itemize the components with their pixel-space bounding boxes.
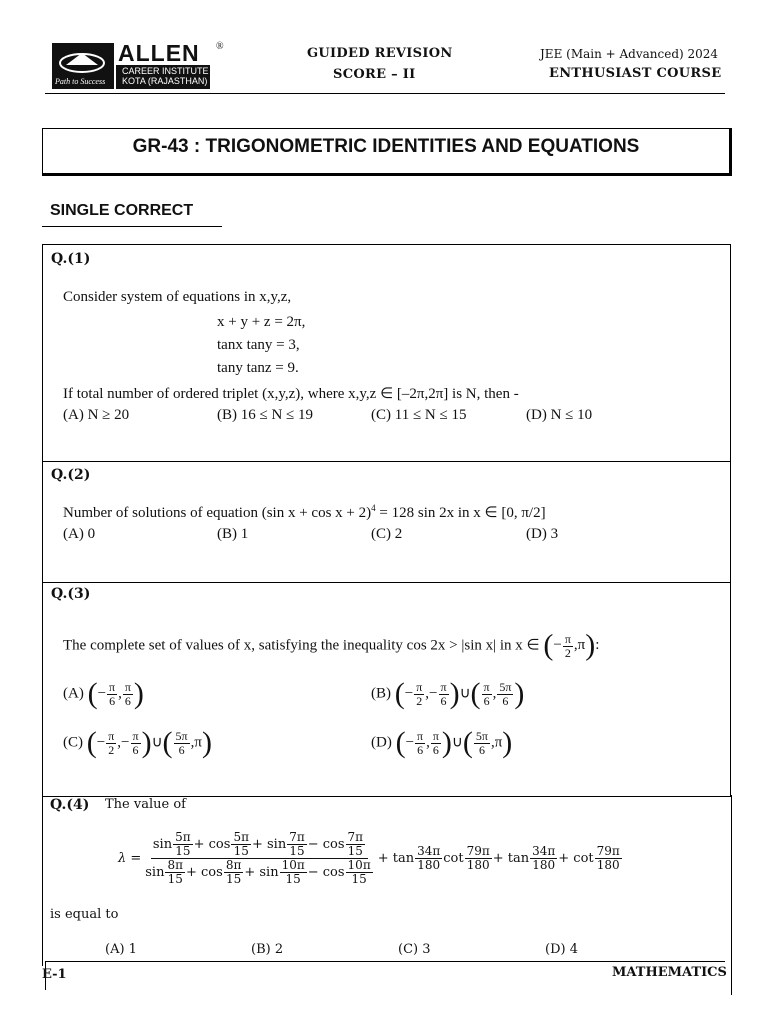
question-4-right-rule (731, 795, 732, 995)
question-stem (63, 631, 599, 661)
question-intro: Consider system of equations in x,y,z, (63, 289, 292, 305)
footer-rule (45, 961, 725, 962)
logo-line-2: KOTA (RAJASTHAN) (122, 76, 208, 86)
option-label: (A) (63, 685, 84, 702)
stem-exponent: 4 (371, 503, 376, 513)
option-a[interactable]: (A) (− $\frac{\pi}{6}$ , $\frac{\pi}{6}$ ) (63, 677, 144, 710)
option-b[interactable]: (B) 1 (217, 526, 249, 542)
header-center-line-2: SCORE – II (333, 67, 416, 82)
option-c[interactable]: (C) 2 (371, 526, 403, 542)
subject-label: MATHEMATICS (612, 965, 727, 980)
option-d[interactable]: (D) 3 (526, 526, 559, 542)
option-c[interactable]: (C) 3 (398, 942, 431, 957)
question-stem (63, 503, 546, 522)
question-2 (42, 461, 731, 583)
stem-part-1: Number of solutions of equation (sin x + cos x + 2) (63, 505, 372, 521)
logo-tagline: Path to Success (55, 77, 106, 86)
lambda-symbol: λ = (118, 851, 142, 866)
option-a[interactable]: (A) 0 (63, 526, 96, 542)
main-fraction: sin $\frac{5\pi}{15}$ + cos $\frac{5\pi}{15}$ + sin $\frac{7\pi}{15}$ − cos $\frac{7\pi}{15}$ sin $\frac{8\pi}{15}$ + cos $\frac{8\pi}{15}$ + sin $\frac{10\pi}{15}$ − cos $\frac{10\pi}{15}$ (145, 830, 371, 886)
question-4-left-rule (42, 796, 43, 966)
header-center-line-1: GUIDED REVISION (307, 46, 453, 61)
question-stem: If total number of ordered triplet (x,y,z), where x,y,z ∈ [–2π,2π] is N, then - (63, 386, 519, 402)
header-right-line-1: JEE (Main + Advanced) 2024 (540, 47, 719, 61)
page-number: E-1 (42, 967, 67, 982)
question-number: Q.(1) (51, 251, 91, 267)
logo-line-1: CAREER INSTITUTE (122, 66, 209, 76)
section-heading: SINGLE CORRECT (50, 202, 194, 219)
question-4-tail: is equal to (50, 907, 119, 922)
title-box (42, 128, 732, 176)
interval-expression: (− $\frac{\pi}{2}$ ,π): (543, 629, 600, 662)
option-c[interactable]: (C) (− $\frac{\pi}{2}$ ,− $\frac{\pi}{6}$ )∪( $\frac{5\pi}{6}$ ,π) (63, 726, 212, 759)
header-right-line-2: ENTHUSIAST COURSE (549, 66, 722, 81)
logo-registered-mark: ® (216, 41, 224, 52)
question-4-intro: The value of (105, 797, 186, 812)
option-a[interactable]: (A) 1 (105, 942, 137, 957)
logo-name: ALLEN (118, 40, 200, 66)
option-b[interactable]: (B) 16 ≤ N ≤ 19 (217, 407, 314, 423)
option-b[interactable]: (B) 2 (251, 942, 284, 957)
allen-logo (52, 40, 224, 89)
page-title: GR-43 : TRIGONOMETRIC IDENTITIES AND EQUATIONS (132, 136, 640, 157)
equation-2: tanx tany = 3, (217, 337, 300, 353)
question-1 (42, 244, 731, 462)
option-d[interactable]: (D) N ≤ 10 (526, 407, 593, 423)
question-number: Q.(2) (51, 467, 91, 483)
lambda-expression: λ = sin $\frac{5\pi}{15}$ + cos $\frac{5\pi}{15}$ + sin $\frac{7\pi}{15}$ − cos $\frac{7\pi}{15}$ sin $\frac{8\pi}{15}$ + cos $\frac{8\pi}{15}$ + sin $\frac{10\pi}{15}$ − cos $\frac{10\pi}{15}$ + tan $\frac{34\pi}{180}$ cot $\frac{79\pi}{180}$ + tan $\frac{34\pi}{180}$ + cot $\frac{79\pi}{180}$ (118, 830, 620, 886)
equation-3: tany tanz = 9. (217, 360, 299, 376)
option-a[interactable]: (A) N ≥ 20 (63, 407, 130, 423)
option-label: (D) (371, 734, 392, 751)
stem-text: The complete set of values of x, satisfying the inequality cos 2x > |sin x| in x ∈ (63, 637, 540, 654)
question-3 (42, 582, 731, 797)
option-d[interactable]: (D) (− $\frac{\pi}{6}$ , $\frac{\pi}{6}$ )∪( $\frac{5\pi}{6}$ ,π) (371, 726, 513, 759)
section-underline (42, 226, 222, 227)
option-label: (C) (63, 734, 83, 751)
equation-1: x + y + z = 2π, (217, 314, 306, 330)
option-label: (B) (371, 685, 391, 702)
option-d[interactable]: (D) 4 (545, 942, 578, 957)
question-4-number: Q.(4) (50, 797, 90, 813)
header-rule (45, 93, 725, 94)
stem-part-2: = 128 sin 2x in x ∈ [0, π/2] (375, 505, 546, 521)
option-b[interactable]: (B) (− $\frac{\pi}{2}$ ,− $\frac{\pi}{6}$ )∪( $\frac{\pi}{6}$ , $\frac{5\pi}{6}$ ) (371, 677, 525, 710)
option-c[interactable]: (C) 11 ≤ N ≤ 15 (371, 407, 467, 423)
question-number: Q.(3) (51, 586, 91, 602)
